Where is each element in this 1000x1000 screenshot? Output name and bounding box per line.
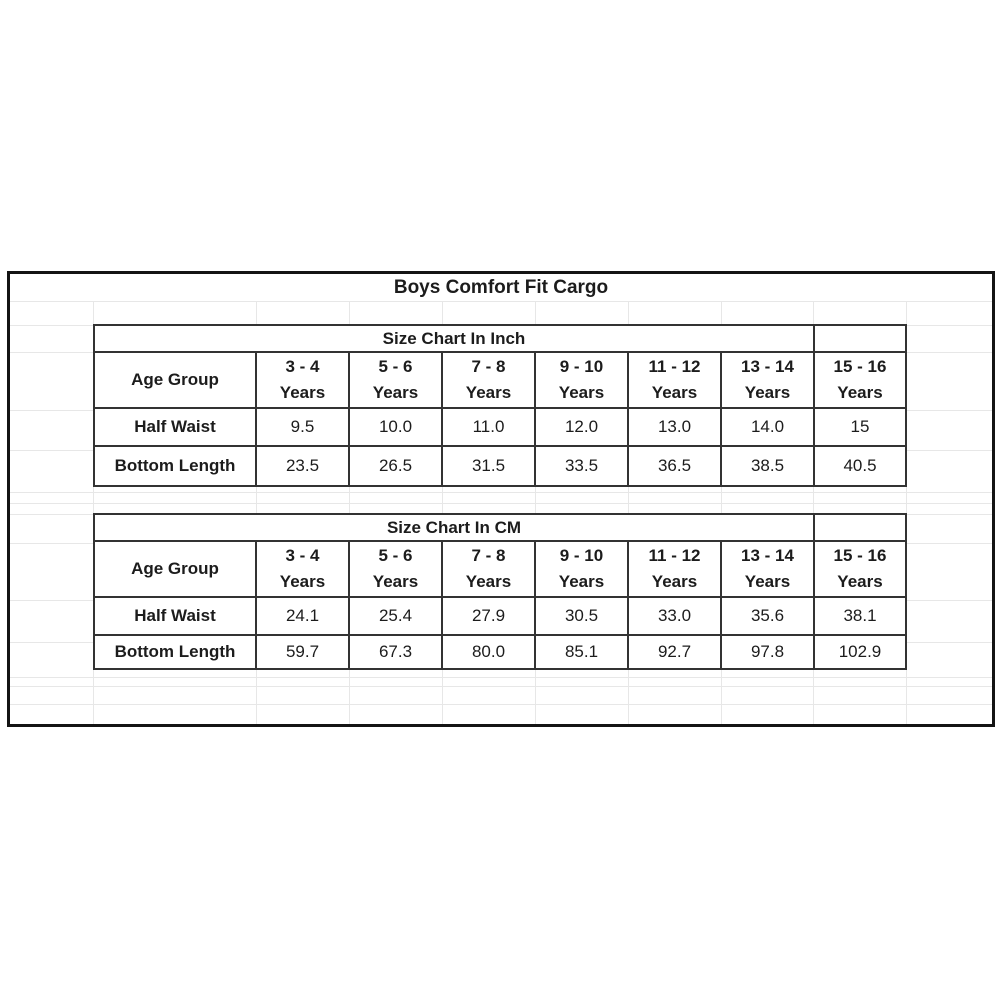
- value-cell: 27.9: [442, 597, 535, 635]
- age-group-cell: [256, 352, 349, 408]
- value-cell: 14.0: [721, 408, 814, 446]
- age-range: 15 - 16: [833, 357, 887, 376]
- age-range: 13 - 14: [741, 357, 794, 376]
- age-group-cell: [628, 352, 721, 408]
- age-group-cell: [628, 541, 721, 597]
- value-cell: 23.5: [256, 446, 349, 486]
- value-cell: 102.9: [814, 635, 906, 669]
- value-cell: 11.0: [442, 408, 535, 446]
- value-cell: 92.7: [628, 635, 721, 669]
- value-cell: 59.7: [256, 635, 349, 669]
- value-cell: 9.5: [256, 408, 349, 446]
- table-row: [94, 514, 906, 541]
- size-table-cm: [93, 513, 907, 670]
- age-range: 5 - 6: [378, 357, 413, 376]
- table-row: [94, 352, 906, 408]
- age-group-cell: [442, 541, 535, 597]
- value-cell: 40.5: [814, 446, 906, 486]
- sheet-gridline: [10, 503, 992, 504]
- value-cell: 15: [814, 408, 906, 446]
- value-cell: 25.4: [349, 597, 442, 635]
- table-row: [94, 635, 906, 669]
- value-cell: 67.3: [349, 635, 442, 669]
- age-unit: Years: [465, 572, 512, 591]
- value-cell: 38.1: [814, 597, 906, 635]
- age-unit: Years: [651, 383, 698, 402]
- age-range: 7 - 8: [471, 546, 506, 565]
- age-range: 11 - 12: [648, 546, 701, 565]
- age-range: 15 - 16: [833, 546, 887, 565]
- page-title: Boys Comfort Fit Cargo: [393, 277, 609, 298]
- row-label-half-waist: Half Waist: [94, 408, 256, 446]
- age-unit: Years: [465, 383, 512, 402]
- value-cell: 30.5: [535, 597, 628, 635]
- table-header-inch: Size Chart In Inch: [94, 325, 814, 352]
- chart-outer-box: [7, 271, 995, 727]
- age-range: 9 - 10: [559, 546, 604, 565]
- value-cell: 26.5: [349, 446, 442, 486]
- value-cell: 10.0: [349, 408, 442, 446]
- size-table-inch: [93, 324, 907, 487]
- age-unit: Years: [744, 383, 791, 402]
- header-spacer-cell: [814, 514, 906, 541]
- age-unit: Years: [651, 572, 698, 591]
- value-cell: 85.1: [535, 635, 628, 669]
- table-row: [94, 408, 906, 446]
- value-cell: 33.5: [535, 446, 628, 486]
- age-range: 3 - 4: [285, 546, 320, 565]
- value-cell: 33.0: [628, 597, 721, 635]
- age-unit: Years: [279, 383, 326, 402]
- value-cell: 24.1: [256, 597, 349, 635]
- row-label-bottom-length: Bottom Length: [94, 446, 256, 486]
- age-unit: Years: [744, 572, 791, 591]
- age-unit: Years: [837, 572, 883, 591]
- age-group-cell: [442, 352, 535, 408]
- age-unit: Years: [372, 572, 419, 591]
- value-cell: 38.5: [721, 446, 814, 486]
- age-range: 11 - 12: [648, 357, 701, 376]
- value-cell: 31.5: [442, 446, 535, 486]
- age-group-cell: [721, 352, 814, 408]
- age-unit: Years: [279, 572, 326, 591]
- row-label-half-waist: Half Waist: [94, 597, 256, 635]
- age-range: 7 - 8: [471, 357, 506, 376]
- table-row: [94, 597, 906, 635]
- table-row: [94, 446, 906, 486]
- age-group-cell: [256, 541, 349, 597]
- value-cell: 36.5: [628, 446, 721, 486]
- age-unit: Years: [558, 383, 605, 402]
- age-range: 9 - 10: [559, 357, 604, 376]
- table-row: [94, 541, 906, 597]
- age-group-label: Age Group: [94, 541, 256, 597]
- row-label-bottom-length: Bottom Length: [94, 635, 256, 669]
- age-group-cell: [535, 352, 628, 408]
- value-cell: 35.6: [721, 597, 814, 635]
- header-spacer-cell: [814, 325, 906, 352]
- sheet-gridline: [10, 686, 992, 687]
- age-group-cell: [349, 352, 442, 408]
- age-unit: Years: [558, 572, 605, 591]
- age-unit: Years: [372, 383, 419, 402]
- value-cell: 97.8: [721, 635, 814, 669]
- age-range: 3 - 4: [285, 357, 320, 376]
- value-cell: 13.0: [628, 408, 721, 446]
- sheet-gridline: [10, 677, 992, 678]
- table-row: [94, 325, 906, 352]
- age-group-cell: [814, 352, 906, 408]
- age-group-cell: [814, 541, 906, 597]
- age-group-label: Age Group: [94, 352, 256, 408]
- sheet-gridline: [10, 704, 992, 705]
- sheet-gridline: [10, 301, 992, 302]
- age-range: 5 - 6: [378, 546, 413, 565]
- age-group-cell: [721, 541, 814, 597]
- age-unit: Years: [837, 383, 883, 402]
- value-cell: 12.0: [535, 408, 628, 446]
- table-header-cm: Size Chart In CM: [94, 514, 814, 541]
- age-group-cell: [349, 541, 442, 597]
- age-range: 13 - 14: [741, 546, 794, 565]
- value-cell: 80.0: [442, 635, 535, 669]
- age-group-cell: [535, 541, 628, 597]
- sheet-gridline: [10, 492, 992, 493]
